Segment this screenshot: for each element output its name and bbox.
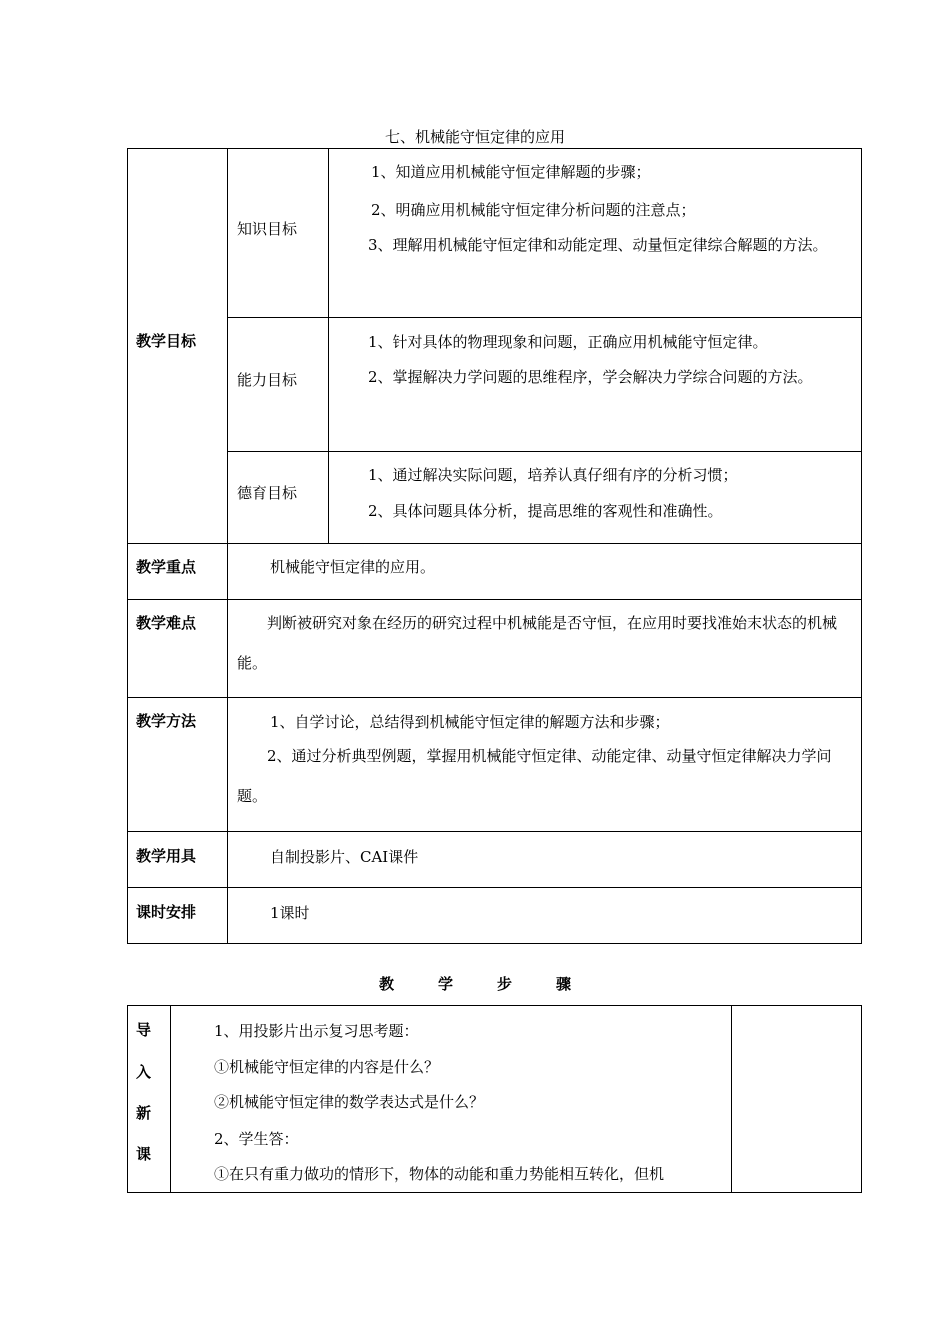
ability-goal-item: 2、掌握解决力学问题的思维程序，学会解决力学综合问题的方法。 (368, 368, 813, 386)
method-label: 教学方法 (136, 712, 197, 730)
moral-goal-item: 1、通过解决实际问题，培养认真仔细有序的分析习惯； (368, 466, 738, 484)
intro-label-char: 导 (136, 1021, 152, 1039)
moral-goal-label: 德育目标 (237, 484, 298, 502)
document-title: 七、机械能守恒定律的应用 (384, 128, 565, 146)
difficulty-label: 教学难点 (136, 614, 197, 632)
knowledge-goal-item: 1、知道应用机械能守恒定律解题的步骤； (371, 163, 651, 181)
knowledge-goal-item: 2、明确应用机械能守恒定律分析问题的注意点； (371, 201, 696, 219)
key-point-text: 机械能守恒定律的应用。 (270, 558, 436, 576)
method-item: 1、自学讨论，总结得到机械能守恒定律的解题方法和步骤； (270, 713, 670, 731)
intro-label-char: 入 (136, 1063, 152, 1081)
tools-text: 自制投影片、CAI课件 (270, 848, 419, 866)
intro-line: ①在只有重力做功的情形下，物体的动能和重力势能相互转化，但机 (214, 1165, 665, 1183)
intro-line: ①机械能守恒定律的内容是什么？ (214, 1058, 440, 1076)
knowledge-goal-label: 知识目标 (237, 220, 298, 238)
intro-line: 1、用投影片出示复习思考题： (214, 1022, 419, 1040)
moral-goal-item: 2、具体问题具体分析，提高思维的客观性和准确性。 (368, 502, 723, 520)
intro-label-char: 新 (136, 1104, 152, 1122)
difficulty-text: 判断被研究对象在经历的研究过程中机械能是否守恒，在应用时要找准始末状态的机械能。 (237, 614, 838, 672)
method-item: 2、通过分析典型例题，掌握用机械能守恒定律、动能定律、动量守恒定律解决力学问题。 (237, 747, 832, 805)
objectives-label: 教学目标 (136, 332, 197, 350)
key-point-label: 教学重点 (136, 558, 197, 576)
intro-line: 2、学生答： (214, 1130, 299, 1148)
schedule-label: 课时安排 (136, 903, 197, 921)
steps-title: 教学步骤 (378, 975, 615, 993)
ability-goal-item: 1、针对具体的物理现象和问题，正确应用机械能守恒定律。 (368, 333, 768, 351)
ability-goal-label: 能力目标 (237, 371, 298, 389)
intro-line: ②机械能守恒定律的数学表达式是什么？ (214, 1093, 485, 1111)
tools-label: 教学用具 (136, 847, 197, 865)
schedule-text: 1课时 (270, 904, 310, 922)
intro-label-char: 课 (136, 1145, 152, 1163)
knowledge-goal-item: 3、理解用机械能守恒定律和动能定理、动量恒定律综合解题的方法。 (368, 236, 828, 254)
